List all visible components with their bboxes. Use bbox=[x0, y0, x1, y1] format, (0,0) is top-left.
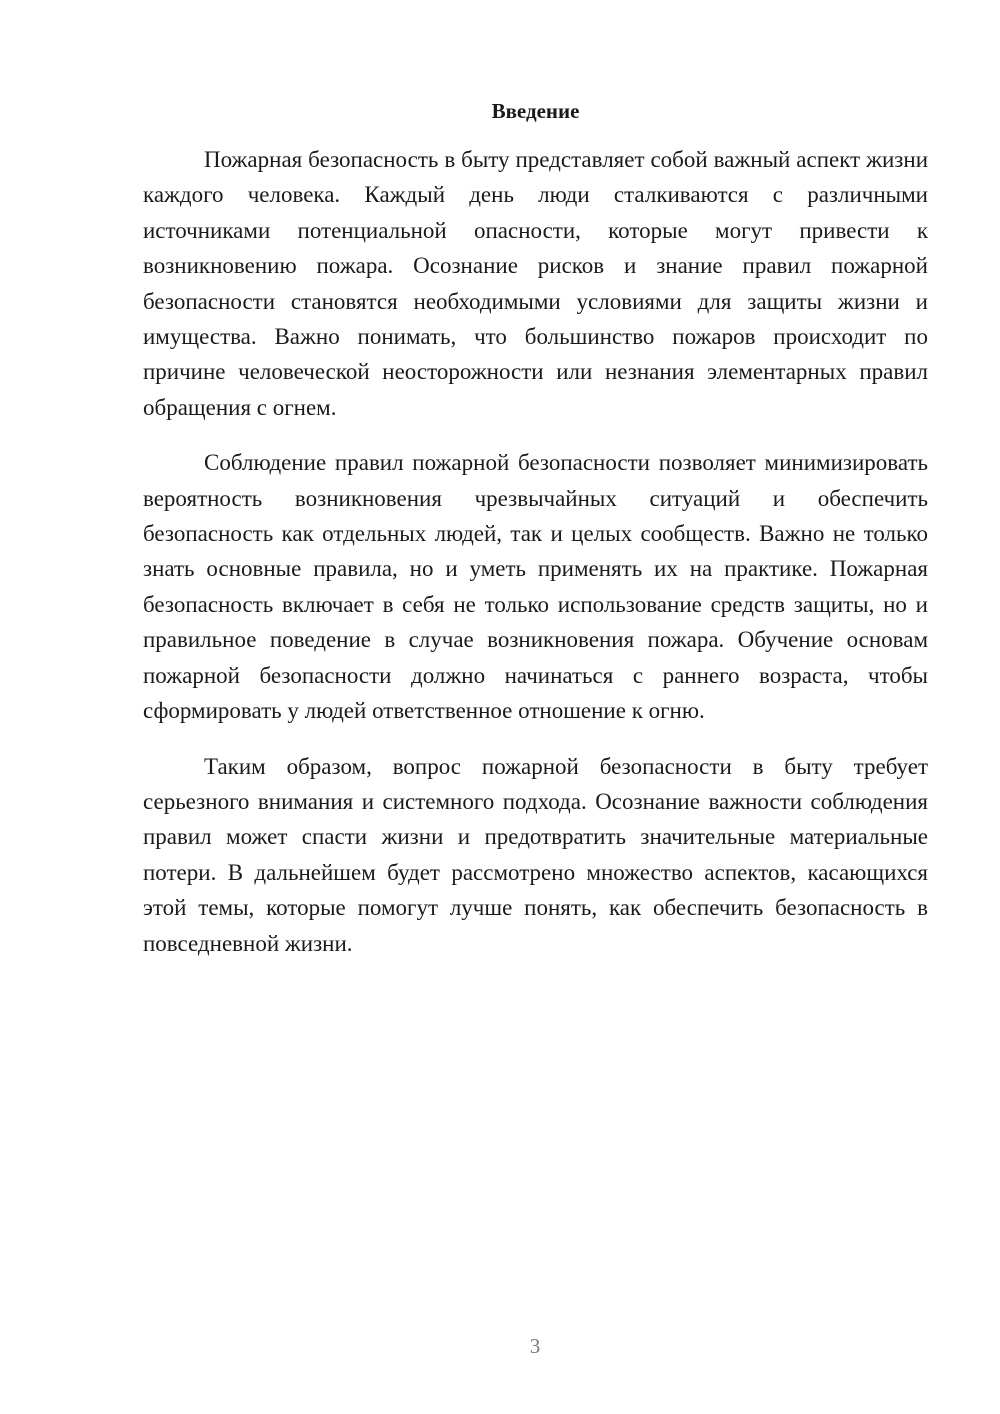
paragraph-2: Соблюдение правил пожарной безопасности позволяет минимизировать вероятность возникновения чрезвычайных ситуаций и обеспечить безопасность как отдельных людей, так и целых сообществ. Важно не только знать основные правила, но и уметь применять их на практике. Пожарная безопасность включает в себя не только использование средств защиты, но и правильное поведение в случае возникновения пожара. Обучение основам пожарной безопасности должно начинаться с раннего возраста, чтобы сформировать у людей ответственное отношение к огню. bbox=[143, 450, 928, 724]
page-number: 3 bbox=[529, 1334, 541, 1358]
body-text bbox=[143, 142, 928, 981]
paragraph-3: Таким образом, вопрос пожарной безопасности в быту требует серьезного внимания и системного подхода. Осознание важности соблюдения правил может спасти жизни и предотвратить значительные материальные потери. В дальнейшем будет рассмотрено множество аспектов, касающихся этой темы, которые помогут лучше понять, как обеспечить безопасность в повседневной жизни. bbox=[143, 753, 928, 956]
section-title: Введение bbox=[491, 99, 580, 123]
paragraph-1: Пожарная безопасность в быту представляет собой важный аспект жизни каждого человека. Каждый день люди сталкиваются с различными источниками потенциальной опасности, которые могут привести к возникновению пожара. Осознание рисков и знание правил пожарной безопасности становятся необходимыми условиями для защиты жизни и имущества. Важно понимать, что большинство пожаров происходит по причине человеческой неосторожности или незнания элементарных правил обращения с огнем. bbox=[143, 147, 928, 420]
